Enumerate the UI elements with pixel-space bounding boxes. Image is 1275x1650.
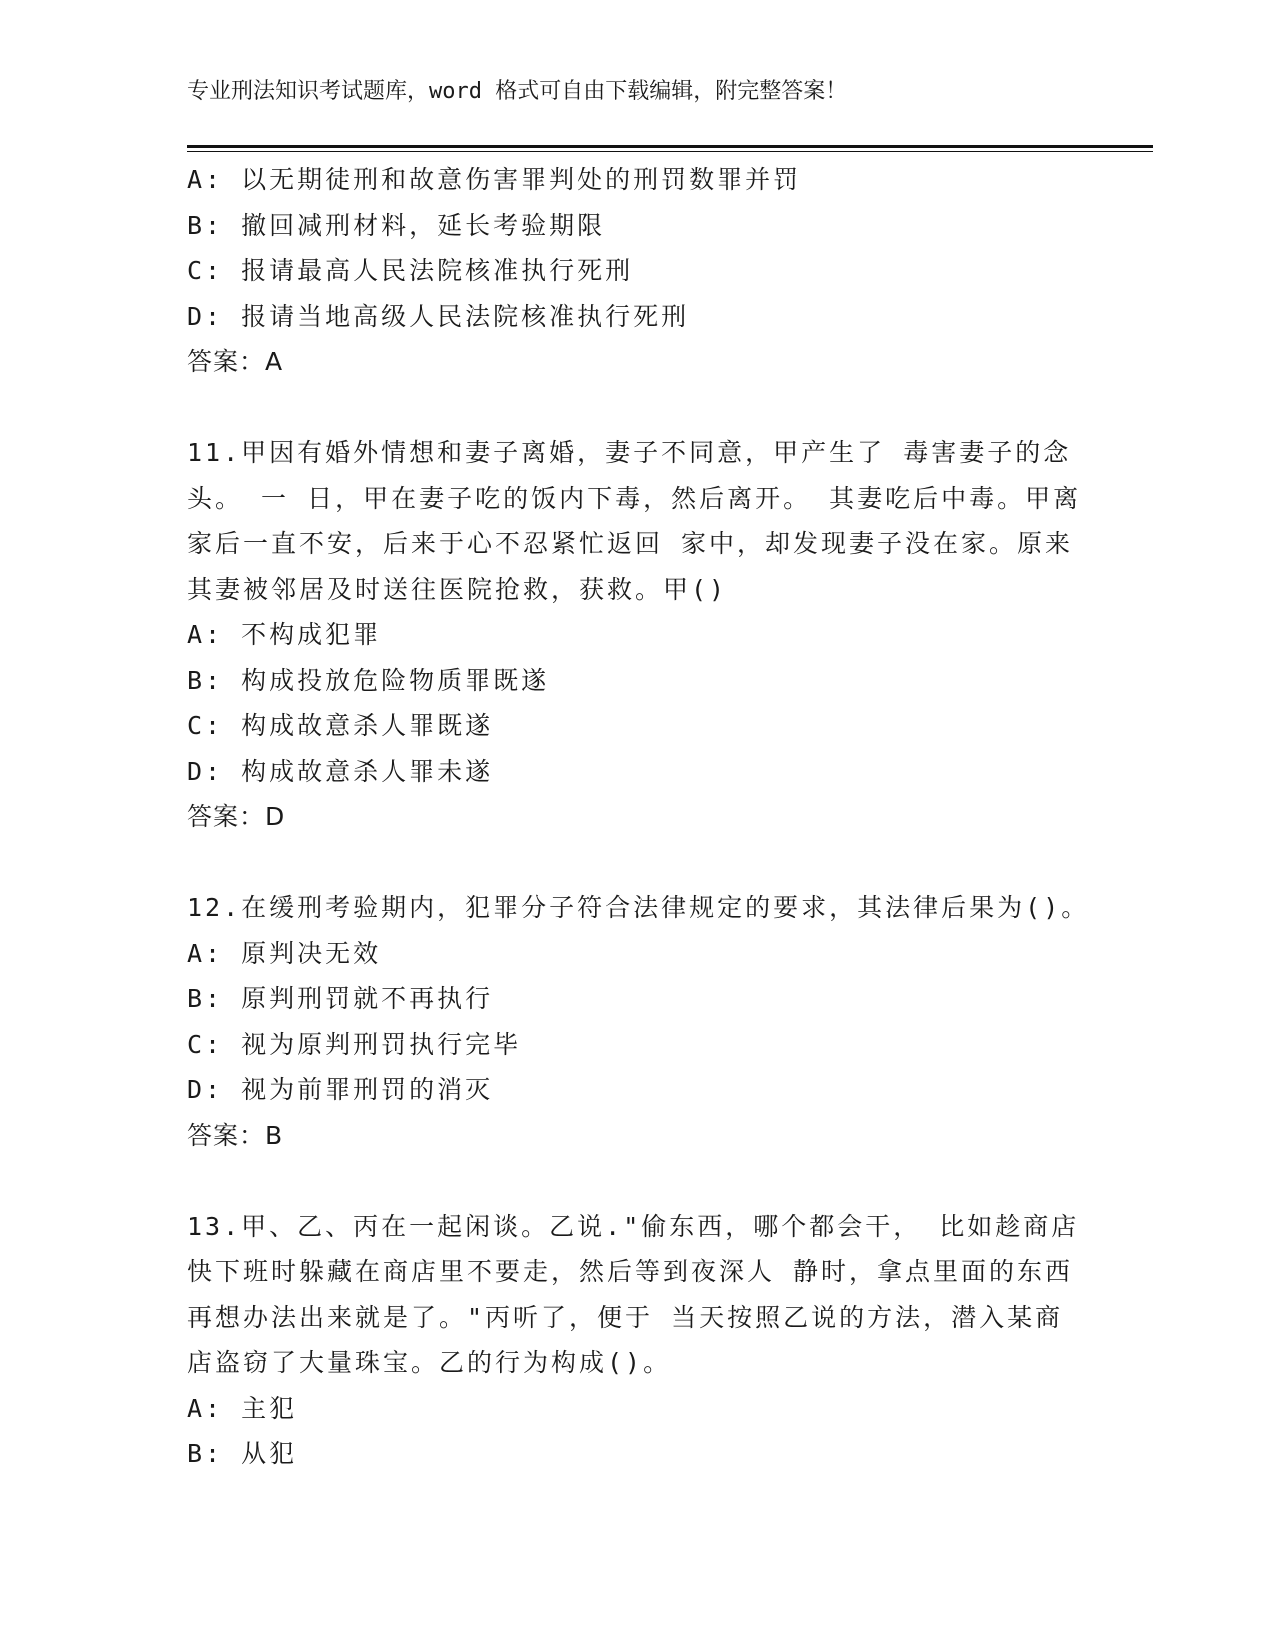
question-11: [187, 430, 1087, 840]
question-stem-line: 12.在缓刑考验期内，犯罪分子符合法律规定的要求，其法律后果为()。: [187, 893, 1090, 922]
option-b: B: 从犯: [187, 1439, 298, 1468]
option-d: D: 构成故意杀人罪未遂: [187, 756, 494, 786]
option-c: C: 构成故意杀人罪既遂: [187, 711, 494, 740]
header-rule-thin: [187, 151, 1153, 152]
question-stem-line: 快下班时躲藏在商店里不要走，然后等到夜深人 静时，拿点里面的东西: [187, 1257, 1074, 1286]
spacer: [187, 385, 1087, 431]
question-stem-line: 其妻被邻居及时送往医院抢救，获救。甲(): [187, 574, 728, 604]
option-d: D: 报请当地高级人民法院核准执行死刑: [187, 301, 690, 331]
question-stem-line: 家后一直不安，后来于心不忍紧忙返回 家中，却发现妻子没在家。原来: [187, 529, 1074, 558]
question-12: [187, 885, 1090, 1158]
option-a: A: 主犯: [187, 1393, 298, 1423]
spacer: [187, 840, 1087, 886]
question-stem-line: 头。 一 日，甲在妻子吃的饭内下毒，然后离开。 其妻吃后中毒。甲离: [187, 483, 1082, 513]
option-b: B: 撤回减刑材料，延长考验期限: [187, 210, 606, 240]
header-rule-thick: [187, 145, 1153, 148]
option-c: C: 视为原判刑罚执行完毕: [187, 1029, 522, 1059]
answer-12: 答案：B: [187, 1120, 284, 1150]
answer-11: 答案：D: [187, 802, 286, 831]
question-stem-line: 再想办法出来就是了。"丙听了，便于 当天按照乙说的方法，潜入某商: [187, 1302, 1064, 1332]
question-content: [187, 157, 1090, 1477]
answer-previous: 答案：A: [187, 347, 284, 376]
option-a: A: 原判决无效: [187, 938, 382, 968]
question-13: [187, 1204, 1087, 1477]
option-b: B: 构成投放危险物质罪既遂: [187, 665, 550, 695]
document-header: 专业刑法知识考试题库，word 格式可自由下载编辑，附完整答案！: [187, 79, 848, 104]
option-d: D: 视为前罪刑罚的消灭: [187, 1075, 494, 1104]
question-stem-line: 店盗窃了大量珠宝。乙的行为构成()。: [187, 1348, 672, 1377]
question-stem-line: 11.甲因有婚外情想和妻子离婚，妻子不同意，甲产生了 毒害妻子的念: [187, 438, 1072, 467]
spacer: [187, 1158, 1087, 1204]
option-c: C: 报请最高人民法院核准执行死刑: [187, 256, 634, 285]
option-a: A: 不构成犯罪: [187, 620, 382, 649]
option-b: B: 原判刑罚就不再执行: [187, 984, 494, 1013]
option-a: A: 以无期徒刑和故意伤害罪判处的刑罚数罪并罚: [187, 165, 802, 194]
previous-question-options: [187, 157, 1087, 339]
question-stem-line: 13.甲、乙、丙在一起闲谈。乙说."偷东西，哪个都会干， 比如趁商店: [187, 1211, 1080, 1241]
